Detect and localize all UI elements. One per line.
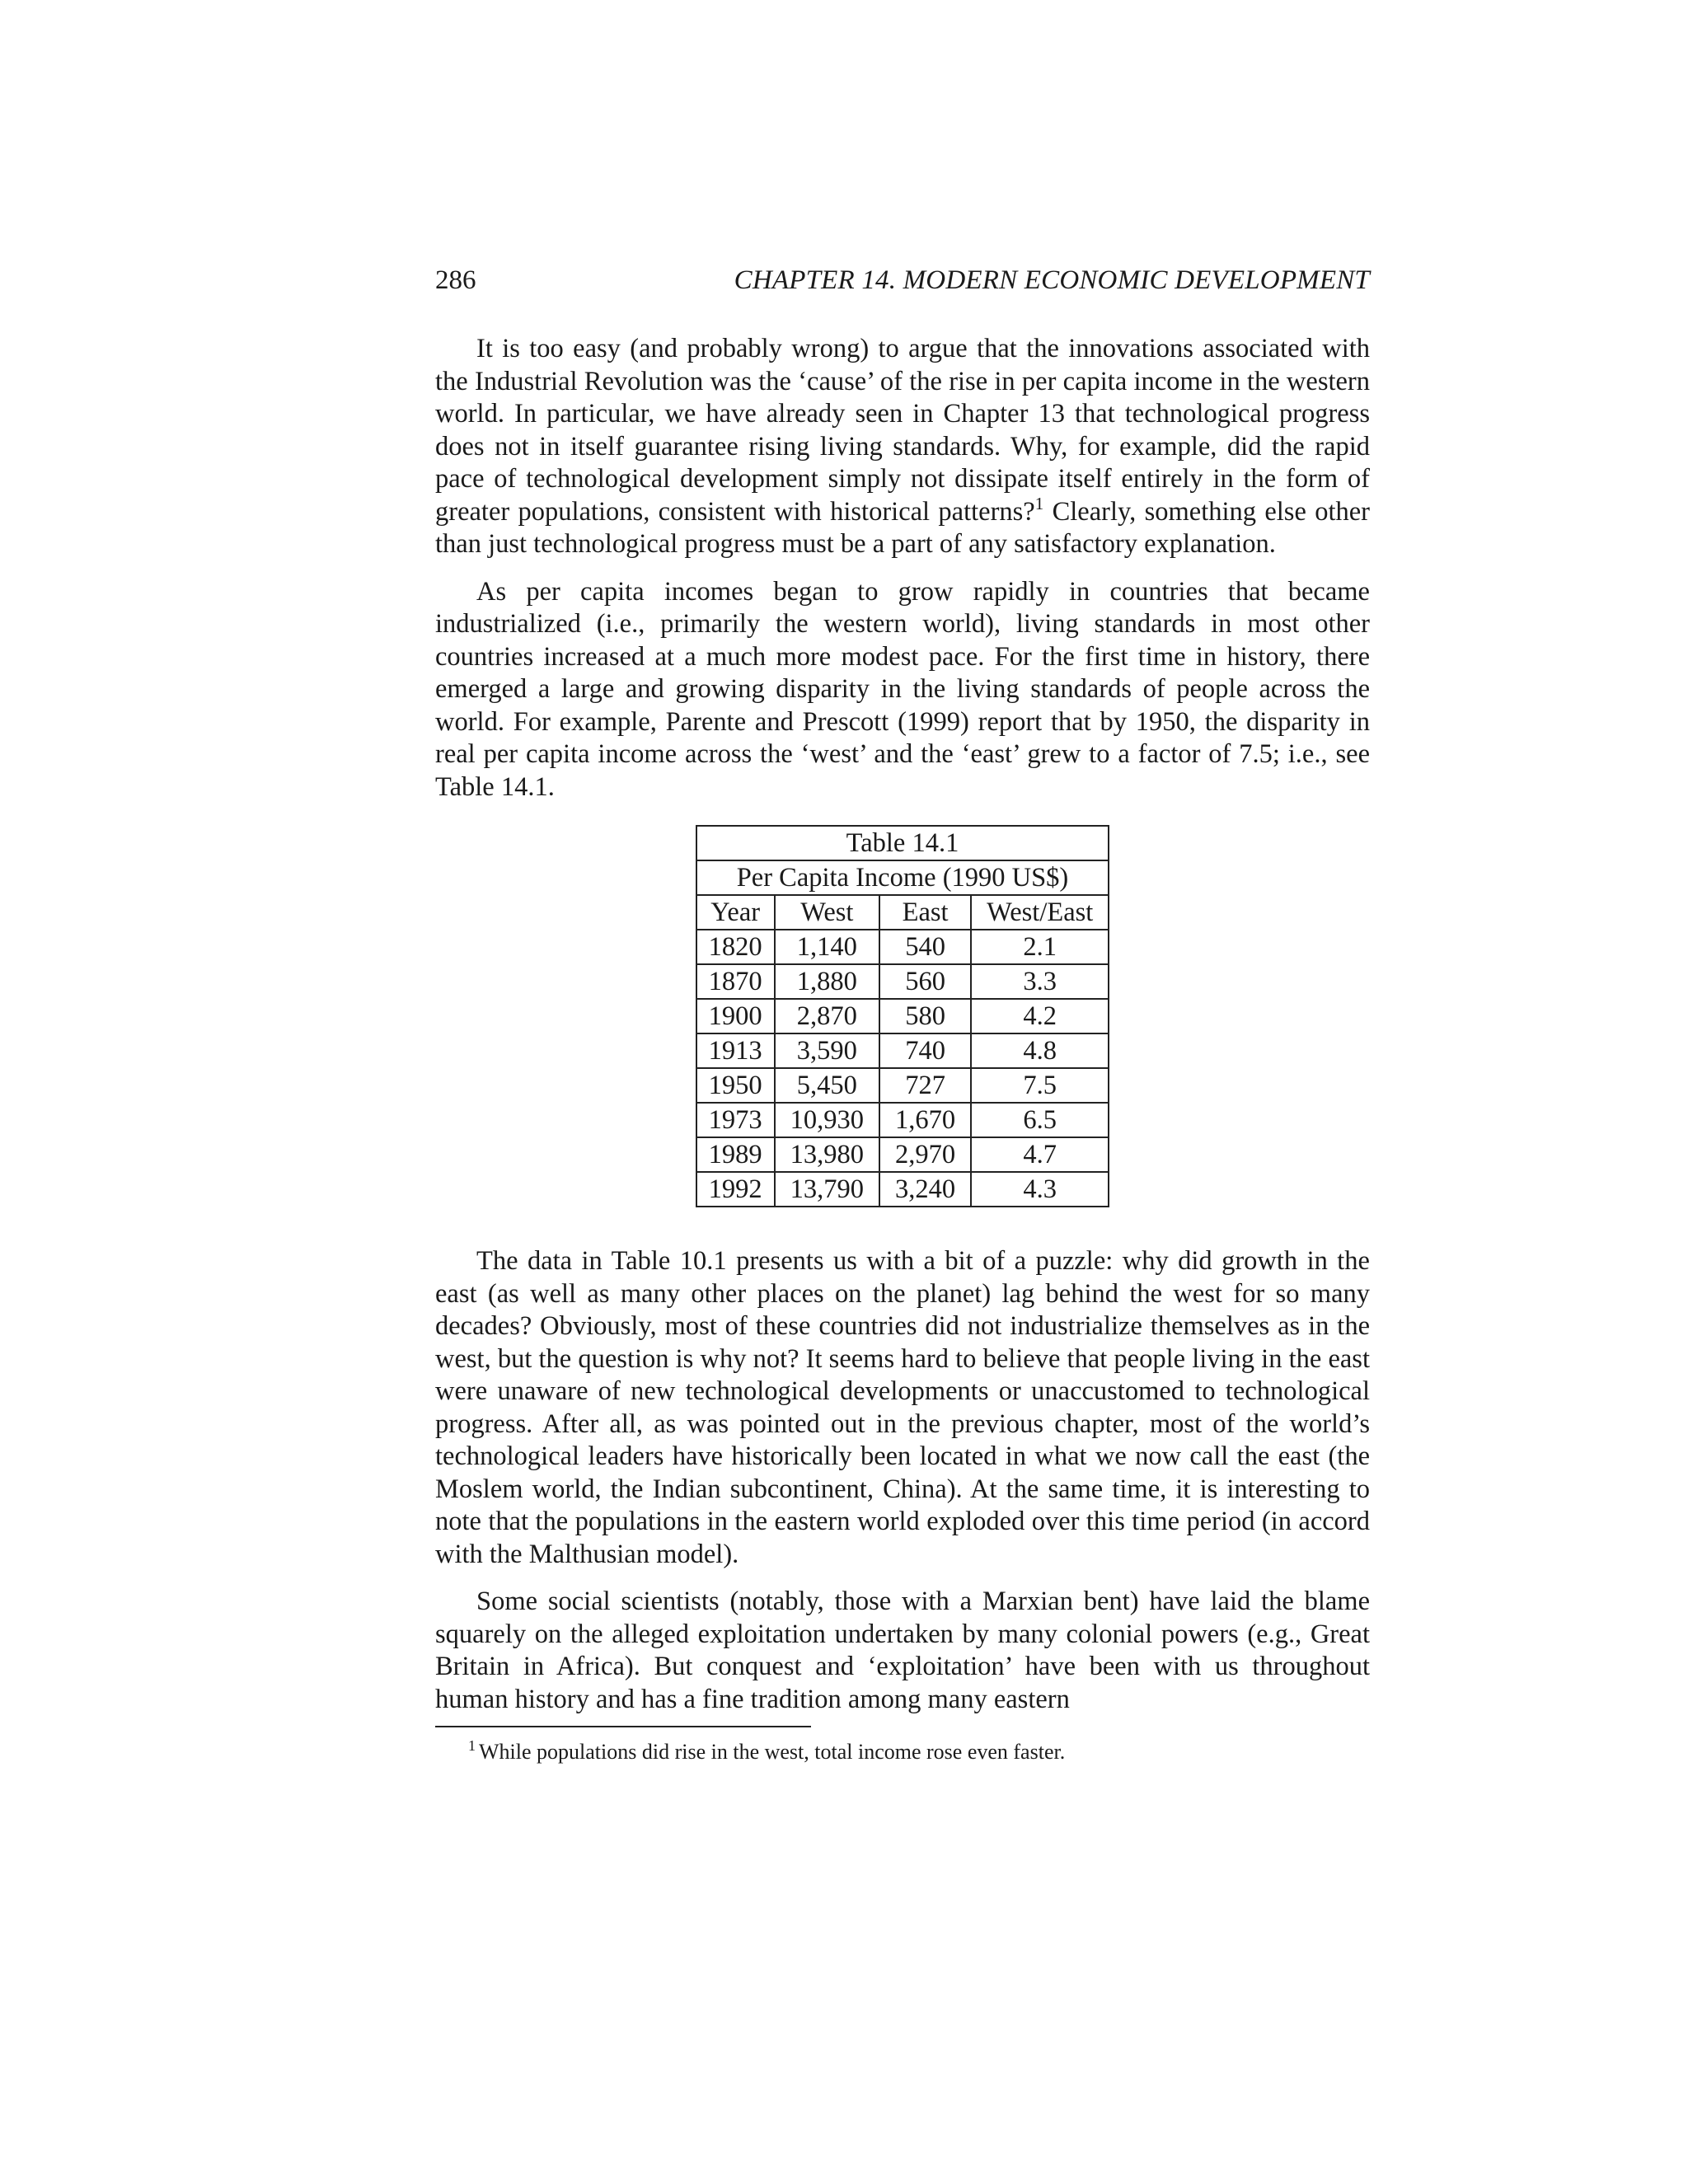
table-container <box>435 825 1370 1207</box>
table-row <box>696 930 1109 964</box>
table-cell: 1913 <box>696 1033 775 1068</box>
table-subtitle: Per Capita Income (1990 US$) <box>696 860 1109 895</box>
table-cell: 2.1 <box>971 930 1109 964</box>
table-cell: 1820 <box>696 930 775 964</box>
page-number: 286 <box>435 265 476 295</box>
table-title-row <box>696 826 1109 860</box>
paragraph-4: Some social scientists (notably, those with a Marxian bent) have laid the blame squarely on the alleged exploitation undertaken by many colonial powers (e.g., Great Britain in Africa). But conquest and ‘exploitation’ have been with us throughout human history and has a fine tradition among many eastern <box>435 1586 1370 1714</box>
table-row <box>696 1172 1109 1207</box>
table-cell: 1973 <box>696 1103 775 1137</box>
table-cell: 2,870 <box>775 999 879 1033</box>
paragraph-1-text-b: Clearly, something else other than just technological progress must be a part of any satisfactory explanation. <box>435 496 1371 559</box>
column-header: West <box>775 895 879 930</box>
table-cell: 3,590 <box>775 1033 879 1068</box>
table-row <box>696 1103 1109 1137</box>
table-row <box>696 1033 1109 1068</box>
footnote-rule <box>435 1726 811 1727</box>
table-cell: 727 <box>879 1068 971 1103</box>
table-row <box>696 964 1109 999</box>
table-cell: 7.5 <box>971 1068 1109 1103</box>
table-cell: 1,670 <box>879 1103 971 1137</box>
table-cell: 5,450 <box>775 1068 879 1103</box>
page <box>435 262 1370 1765</box>
column-header: West/East <box>971 895 1109 930</box>
table-cell: 1,880 <box>775 964 879 999</box>
table-cell: 740 <box>879 1033 971 1068</box>
table-cell: 4.3 <box>971 1172 1109 1207</box>
running-head <box>435 262 1370 298</box>
column-header: East <box>879 895 971 930</box>
table-header-row <box>696 895 1109 930</box>
table-cell: 3,240 <box>879 1172 971 1207</box>
column-header: Year <box>696 895 775 930</box>
table-cell: 13,980 <box>775 1137 879 1172</box>
table-cell: 1870 <box>696 964 775 999</box>
table-cell: 10,930 <box>775 1103 879 1137</box>
table-cell: 3.3 <box>971 964 1109 999</box>
table-cell: 1989 <box>696 1137 775 1172</box>
table-cell: 560 <box>879 964 971 999</box>
table-row <box>696 1068 1109 1103</box>
table-cell: 540 <box>879 930 971 964</box>
table-cell: 4.8 <box>971 1033 1109 1068</box>
table-cell: 6.5 <box>971 1103 1109 1137</box>
chapter-title: CHAPTER 14. MODERN ECONOMIC DEVELOPMENT <box>734 265 1370 295</box>
table-cell: 580 <box>879 999 971 1033</box>
paragraph-1 <box>435 333 1370 561</box>
table-cell: 13,790 <box>775 1172 879 1207</box>
footnote <box>435 1739 1370 1765</box>
table-cell: 1900 <box>696 999 775 1033</box>
footnote-reference: 1 <box>1034 493 1044 513</box>
table-cell: 2,970 <box>879 1137 971 1172</box>
table-subtitle-row <box>696 860 1109 895</box>
paragraph-3: The data in Table 10.1 presents us with a bit of a puzzle: why did growth in the east (as well as many other places on the planet) lag behind the west for so many decades? Obviously, most of these countries did not industrialize themselves as in the west, but the question is why not? It seems hard to believe that people living in the east were unaware of new technological developments or unaccustomed to technological progress. After all, as was pointed out in the previous chapter, most of the world’s technological leaders have historically been located in what we now call the east (the Moslem world, the Indian subcontinent, China). At the same time, it is interesting to note that the populations in the eastern world exploded over this time period (in accord with the Malthusian model). <box>435 1246 1370 1569</box>
income-table <box>696 825 1110 1207</box>
footnote-mark: 1 <box>468 1737 476 1754</box>
table-title: Table 14.1 <box>696 826 1109 860</box>
table-row <box>696 1137 1109 1172</box>
table-row <box>696 999 1109 1033</box>
paragraph-1-text-a: It is too easy (and probably wrong) to argue that the innovations associated with the Industrial Revolution was the ‘cause’ of the rise in per capita income in the western world. In particular, we have already seen in Chapter 13 that technological progress does not in itself guarantee rising living standards. Why, for example, did the rapid pace of technological development simply not dissipate itself entirely in the form of greater populations, consistent with historical patterns? <box>435 334 1370 527</box>
table-cell: 1,140 <box>775 930 879 964</box>
table-cell: 1950 <box>696 1068 775 1103</box>
table-cell: 1992 <box>696 1172 775 1207</box>
table-cell: 4.2 <box>971 999 1109 1033</box>
footnote-text: While populations did rise in the west, total income rose even faster. <box>479 1740 1066 1764</box>
paragraph-2: As per capita incomes began to grow rapidly in countries that became industrialized (i.e., primarily the western world), living standards in most other countries increased at a much more modest pace. For the first time in history, there emerged a large and growing disparity in the living standards of people across the world. For example, Parente and Prescott (1999) report that by 1950, the disparity in real per capita income across the ‘west’ and the ‘east’ grew to a factor of 7.5; i.e., see Table 14.1. <box>435 576 1370 802</box>
table-cell: 4.7 <box>971 1137 1109 1172</box>
